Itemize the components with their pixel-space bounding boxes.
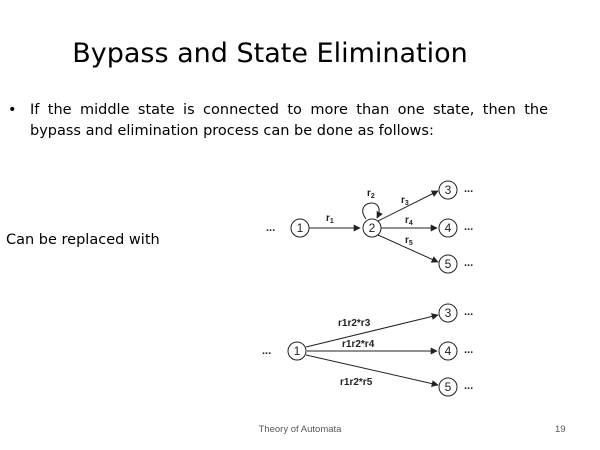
bottom-node-5-label: 5: [444, 380, 452, 394]
top-label-r3: $r_3$: [401, 195, 409, 207]
top-ellipsis-3: ...: [464, 183, 474, 195]
top-ellipsis-left: ...: [266, 222, 276, 234]
top-self-loop-2: [363, 203, 379, 219]
bottom-ellipsis-left: ...: [262, 345, 272, 357]
top-ellipsis-4: ...: [464, 221, 474, 233]
bullet-text: If the middle state is connected to more than one state, then the bypass and elimination process can be done as follows:: [30, 102, 548, 139]
bottom-label-r1r2r5: r1r2*r5: [340, 377, 373, 388]
bottom-node-1-label: 1: [293, 344, 301, 358]
slide-title: Bypass and State Elimination: [72, 38, 468, 69]
replace-label: Can be replaced with: [6, 232, 160, 248]
bottom-ellipsis-5: ...: [464, 380, 474, 392]
bottom-node-3-label: 3: [444, 306, 452, 320]
bottom-label-r1r2r4: r1r2*r4: [342, 339, 375, 350]
top-node-4-label: 4: [444, 221, 452, 235]
top-label-r2: $r_2$: [367, 188, 375, 200]
top-node-2-label: 2: [368, 221, 376, 235]
top-label-r5: $r_5$: [405, 235, 413, 247]
bottom-node-4-label: 4: [444, 344, 452, 358]
bottom-ellipsis-3: ...: [464, 306, 474, 318]
top-node-1-label: 1: [296, 221, 304, 235]
top-node-5-label: 5: [444, 257, 452, 271]
top-label-r4: $r_4$: [405, 215, 413, 227]
footer-text: Theory of Automata: [258, 424, 342, 435]
page-number: 19: [555, 424, 566, 435]
top-node-3-label: 3: [444, 183, 452, 197]
bottom-ellipsis-4: ...: [464, 344, 474, 356]
top-label-r1: $r_1$: [326, 213, 334, 225]
bullet-dot-icon: •: [8, 102, 17, 118]
bottom-label-r1r2r3: r1r2*r3: [338, 318, 371, 329]
bottom-diagram: [262, 304, 473, 396]
top-diagram: [266, 181, 473, 273]
top-ellipsis-5: ...: [464, 257, 474, 269]
